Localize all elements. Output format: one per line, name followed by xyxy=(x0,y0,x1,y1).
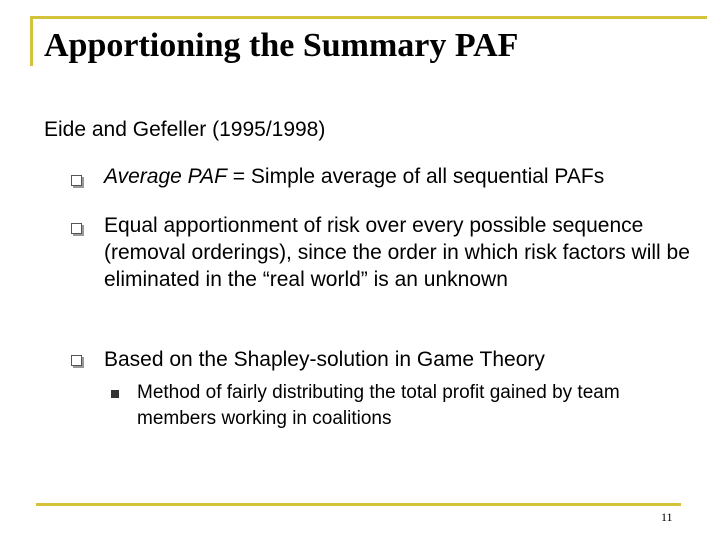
bullet-equal-apportionment: Equal apportionment of risk over every possible sequence (removal orderings), since the order in which risk factors will be eliminated in the “real world” is an unknown xyxy=(104,214,690,291)
bullet-average-paf xyxy=(104,163,604,190)
bullet-emphasis: Average PAF xyxy=(104,165,227,188)
title-accent-line xyxy=(30,16,707,19)
hollow-square-bullet-icon xyxy=(71,223,82,234)
sub-bullet-fair-distribution: Method of fairly distributing the total profit gained by team members working in coalitions xyxy=(137,382,620,429)
footer-line xyxy=(36,503,681,506)
page-number: 11 xyxy=(661,510,673,524)
title-accent-bar xyxy=(30,16,33,66)
bullet-shapley-solution: Based on the Shapley-solution in Game Theory xyxy=(104,348,545,371)
hollow-square-bullet-icon xyxy=(71,175,82,186)
filled-square-bullet-icon xyxy=(111,390,119,398)
bullet-text: = Simple average of all sequential PAFs xyxy=(226,165,605,188)
hollow-square-bullet-icon xyxy=(71,355,82,366)
slide-title: Apportioning the Summary PAF xyxy=(44,27,519,64)
intro-text: Eide and Gefeller (1995/1998) xyxy=(44,118,326,141)
